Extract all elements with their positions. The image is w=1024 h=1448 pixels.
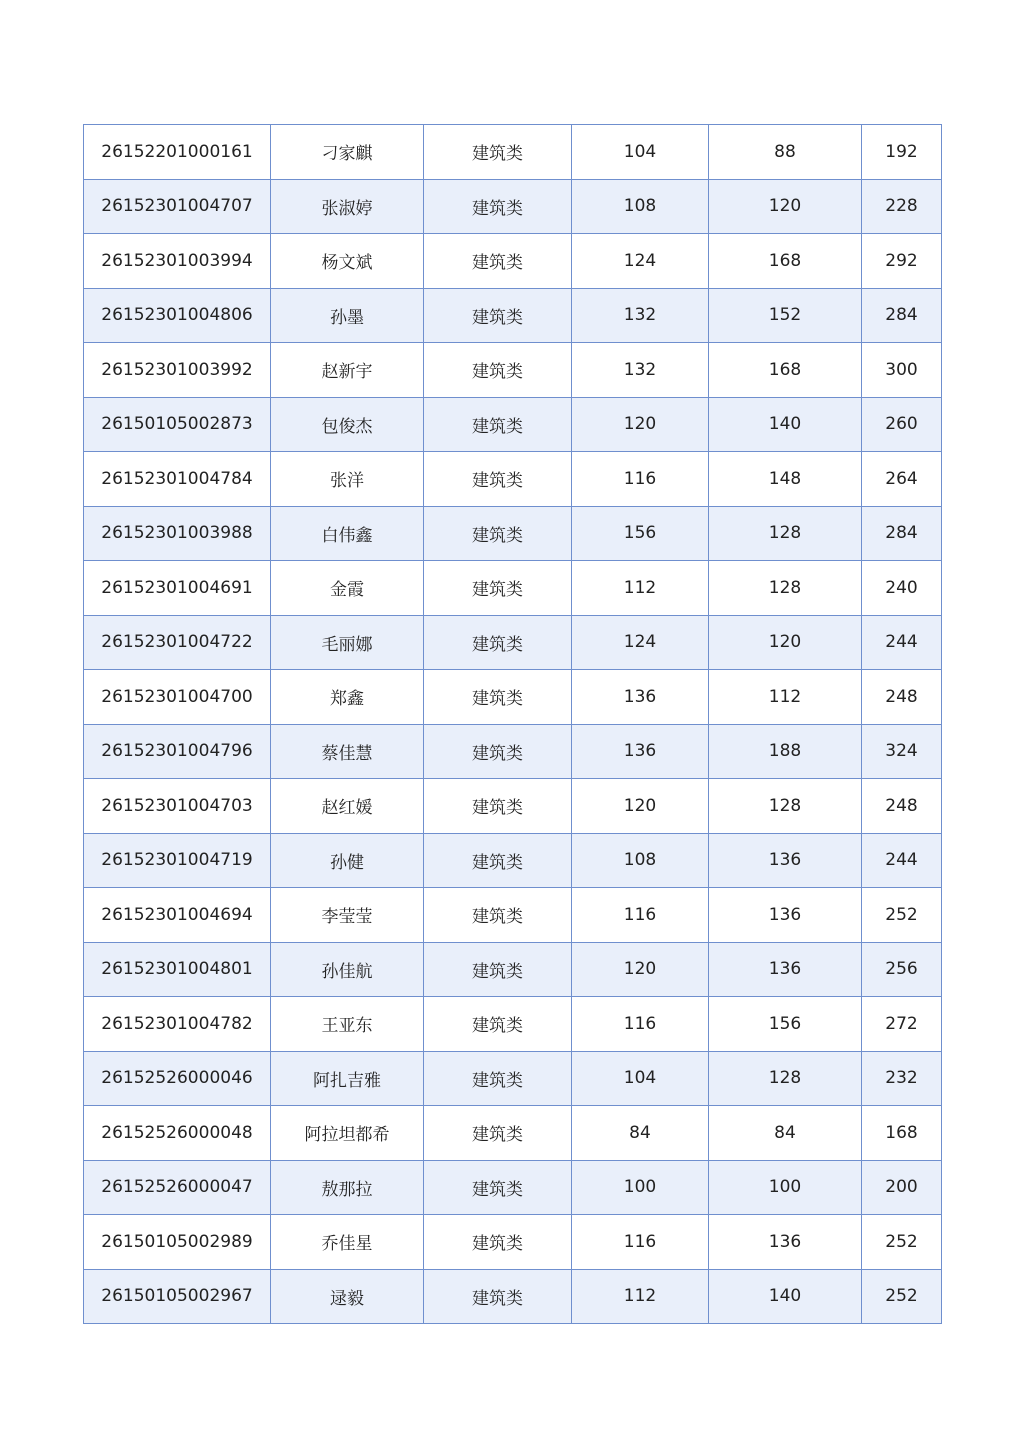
name-cell: 赵红媛 (271, 779, 424, 834)
total-score-cell: 240 (862, 561, 942, 616)
score-1-cell: 136 (572, 724, 709, 779)
table-row (84, 343, 942, 398)
table-row (84, 833, 942, 888)
category-cell: 建筑类 (424, 1160, 572, 1215)
total-score-cell: 244 (862, 833, 942, 888)
score-2-cell: 84 (709, 1106, 862, 1161)
table-row (84, 506, 942, 561)
table-row (84, 1051, 942, 1106)
exam-number-cell: 26152301004694 (84, 888, 271, 943)
table-row (84, 724, 942, 779)
exam-number-cell: 26152301003994 (84, 234, 271, 289)
table-row (84, 1269, 942, 1324)
score-1-cell: 108 (572, 833, 709, 888)
exam-number-cell: 26150105002967 (84, 1269, 271, 1324)
score-2-cell: 128 (709, 506, 862, 561)
table-row (84, 942, 942, 997)
score-2-cell: 156 (709, 997, 862, 1052)
exam-number-cell: 26152301003992 (84, 343, 271, 398)
name-cell: 包俊杰 (271, 397, 424, 452)
table-row (84, 888, 942, 943)
total-score-cell: 264 (862, 452, 942, 507)
score-1-cell: 120 (572, 779, 709, 834)
category-cell: 建筑类 (424, 125, 572, 180)
exam-number-cell: 26152301004719 (84, 833, 271, 888)
score-2-cell: 128 (709, 561, 862, 616)
category-cell: 建筑类 (424, 997, 572, 1052)
score-2-cell: 128 (709, 1051, 862, 1106)
name-cell: 逯毅 (271, 1269, 424, 1324)
score-2-cell: 136 (709, 942, 862, 997)
name-cell: 杨文斌 (271, 234, 424, 289)
category-cell: 建筑类 (424, 561, 572, 616)
category-cell: 建筑类 (424, 670, 572, 725)
exam-number-cell: 26152301004700 (84, 670, 271, 725)
score-1-cell: 116 (572, 997, 709, 1052)
score-2-cell: 168 (709, 234, 862, 289)
total-score-cell: 248 (862, 779, 942, 834)
total-score-cell: 200 (862, 1160, 942, 1215)
category-cell: 建筑类 (424, 1215, 572, 1270)
name-cell: 金霞 (271, 561, 424, 616)
score-1-cell: 112 (572, 1269, 709, 1324)
exam-number-cell: 26152526000047 (84, 1160, 271, 1215)
name-cell: 毛丽娜 (271, 615, 424, 670)
exam-number-cell: 26152301004703 (84, 779, 271, 834)
exam-number-cell: 26152526000048 (84, 1106, 271, 1161)
score-2-cell: 188 (709, 724, 862, 779)
score-1-cell: 156 (572, 506, 709, 561)
exam-number-cell: 26152301004722 (84, 615, 271, 670)
category-cell: 建筑类 (424, 179, 572, 234)
table-row (84, 561, 942, 616)
category-cell: 建筑类 (424, 833, 572, 888)
name-cell: 孙佳航 (271, 942, 424, 997)
score-2-cell: 136 (709, 833, 862, 888)
table-row (84, 288, 942, 343)
category-cell: 建筑类 (424, 397, 572, 452)
name-cell: 乔佳星 (271, 1215, 424, 1270)
score-2-cell: 88 (709, 125, 862, 180)
score-1-cell: 132 (572, 343, 709, 398)
score-2-cell: 100 (709, 1160, 862, 1215)
category-cell: 建筑类 (424, 724, 572, 779)
table-row (84, 1160, 942, 1215)
total-score-cell: 284 (862, 506, 942, 561)
score-2-cell: 128 (709, 779, 862, 834)
score-table (83, 124, 942, 1324)
score-1-cell: 116 (572, 888, 709, 943)
score-1-cell: 84 (572, 1106, 709, 1161)
name-cell: 刁家麒 (271, 125, 424, 180)
score-1-cell: 100 (572, 1160, 709, 1215)
score-1-cell: 116 (572, 1215, 709, 1270)
score-1-cell: 120 (572, 397, 709, 452)
score-1-cell: 104 (572, 125, 709, 180)
table-row (84, 997, 942, 1052)
score-2-cell: 112 (709, 670, 862, 725)
name-cell: 阿扎吉雅 (271, 1051, 424, 1106)
category-cell: 建筑类 (424, 779, 572, 834)
exam-number-cell: 26152301004806 (84, 288, 271, 343)
total-score-cell: 244 (862, 615, 942, 670)
category-cell: 建筑类 (424, 1269, 572, 1324)
category-cell: 建筑类 (424, 452, 572, 507)
name-cell: 李莹莹 (271, 888, 424, 943)
table-row (84, 125, 942, 180)
exam-number-cell: 26152301004784 (84, 452, 271, 507)
category-cell: 建筑类 (424, 288, 572, 343)
table-row (84, 179, 942, 234)
exam-number-cell: 26152301003988 (84, 506, 271, 561)
name-cell: 敖那拉 (271, 1160, 424, 1215)
total-score-cell: 252 (862, 1215, 942, 1270)
score-1-cell: 112 (572, 561, 709, 616)
exam-number-cell: 26152301004707 (84, 179, 271, 234)
score-1-cell: 124 (572, 615, 709, 670)
score-2-cell: 136 (709, 888, 862, 943)
exam-number-cell: 26152301004801 (84, 942, 271, 997)
total-score-cell: 260 (862, 397, 942, 452)
name-cell: 孙墨 (271, 288, 424, 343)
exam-number-cell: 26152301004691 (84, 561, 271, 616)
score-1-cell: 124 (572, 234, 709, 289)
total-score-cell: 284 (862, 288, 942, 343)
score-2-cell: 168 (709, 343, 862, 398)
name-cell: 王亚东 (271, 997, 424, 1052)
exam-number-cell: 26152201000161 (84, 125, 271, 180)
category-cell: 建筑类 (424, 942, 572, 997)
name-cell: 赵新宇 (271, 343, 424, 398)
category-cell: 建筑类 (424, 343, 572, 398)
score-1-cell: 136 (572, 670, 709, 725)
total-score-cell: 228 (862, 179, 942, 234)
total-score-cell: 324 (862, 724, 942, 779)
score-2-cell: 120 (709, 179, 862, 234)
score-2-cell: 120 (709, 615, 862, 670)
total-score-cell: 248 (862, 670, 942, 725)
name-cell: 郑鑫 (271, 670, 424, 725)
score-1-cell: 120 (572, 942, 709, 997)
total-score-cell: 256 (862, 942, 942, 997)
exam-number-cell: 26150105002989 (84, 1215, 271, 1270)
category-cell: 建筑类 (424, 234, 572, 289)
score-1-cell: 116 (572, 452, 709, 507)
total-score-cell: 252 (862, 888, 942, 943)
name-cell: 张洋 (271, 452, 424, 507)
score-1-cell: 132 (572, 288, 709, 343)
total-score-cell: 168 (862, 1106, 942, 1161)
name-cell: 张淑婷 (271, 179, 424, 234)
score-2-cell: 152 (709, 288, 862, 343)
table-row (84, 397, 942, 452)
exam-number-cell: 26152301004796 (84, 724, 271, 779)
table-row (84, 615, 942, 670)
table-body (84, 125, 942, 1324)
table-row (84, 452, 942, 507)
name-cell: 白伟鑫 (271, 506, 424, 561)
score-1-cell: 104 (572, 1051, 709, 1106)
name-cell: 阿拉坦都希 (271, 1106, 424, 1161)
total-score-cell: 192 (862, 125, 942, 180)
table-row (84, 1215, 942, 1270)
category-cell: 建筑类 (424, 1106, 572, 1161)
total-score-cell: 232 (862, 1051, 942, 1106)
exam-number-cell: 26152526000046 (84, 1051, 271, 1106)
category-cell: 建筑类 (424, 1051, 572, 1106)
category-cell: 建筑类 (424, 615, 572, 670)
category-cell: 建筑类 (424, 506, 572, 561)
table-row (84, 779, 942, 834)
score-1-cell: 108 (572, 179, 709, 234)
total-score-cell: 292 (862, 234, 942, 289)
exam-number-cell: 26152301004782 (84, 997, 271, 1052)
score-2-cell: 136 (709, 1215, 862, 1270)
score-2-cell: 148 (709, 452, 862, 507)
total-score-cell: 272 (862, 997, 942, 1052)
exam-number-cell: 26150105002873 (84, 397, 271, 452)
total-score-cell: 300 (862, 343, 942, 398)
name-cell: 蔡佳慧 (271, 724, 424, 779)
total-score-cell: 252 (862, 1269, 942, 1324)
score-2-cell: 140 (709, 1269, 862, 1324)
table-row (84, 234, 942, 289)
category-cell: 建筑类 (424, 888, 572, 943)
name-cell: 孙健 (271, 833, 424, 888)
table-row (84, 670, 942, 725)
score-2-cell: 140 (709, 397, 862, 452)
table-row (84, 1106, 942, 1161)
